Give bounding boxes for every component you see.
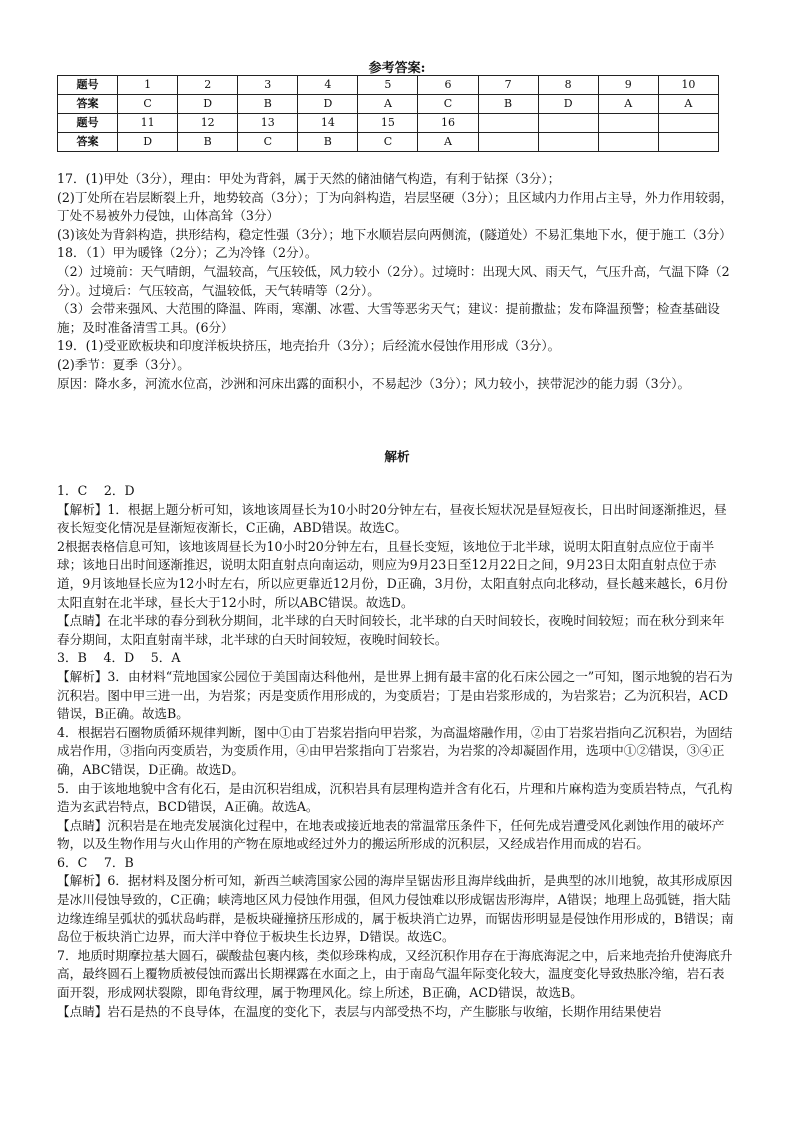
table-row: [58, 133, 719, 152]
analysis-paragraph: 【点睛】在北半球的春分到秋分期间，北半球的白天时间较长，北半球的白天时间较长，夜晚时间较短；而在秋分到来年春分期间，太阳直射南半球，北半球的白天时间较短，夜晚时间较长。: [57, 613, 725, 647]
table-cell: 8: [538, 76, 598, 95]
analysis-paragraph: 【解析】3．由材料“荒地国家公园位于美国南达科他州，是世界上拥有最丰富的化石床公园之一”可知，图示地貌的岩石为沉积岩。图中甲三进一出，为岩浆；丙是变质作用形成的，为变质岩；丁是由岩浆形成的，为岩浆岩；乙为沉积岩，ACD错误，B正确。故选B。: [57, 668, 733, 722]
answer-paragraph: 19．(1)受亚欧板块和印度洋板块挤压，地壳抬升（3分）；后经流水侵蚀作用形成（3分）。: [57, 338, 561, 354]
row-header: 题号: [58, 76, 118, 95]
analysis-section: [57, 482, 737, 1021]
table-cell: 16: [418, 114, 478, 133]
table-cell: 3: [238, 76, 298, 95]
analysis-paragraph: 【解析】1．根据上题分析可知，该地该周昼长为10小时20分钟左右，昼夜长短状况是昼短夜长，日出时间逐渐推迟，昼夜长短变化情况是昼渐短夜渐长，C正确，ABD错误。故选C。: [57, 501, 727, 536]
table-cell: C: [358, 133, 418, 152]
table-row: [58, 95, 719, 114]
answer-paragraph: (2)季节：夏季（3分）。: [57, 356, 190, 372]
table-cell: A: [358, 95, 418, 114]
analysis-paragraph: 【点睛】沉积岩是在地壳发展演化过程中，在地表或接近地表的常温常压条件下，任何先成岩遭受风化剥蚀作用的破坏产物，以及生物作用与火山作用的产物在原地或经过外力的搬运所形成的沉积层，又经成岩作用而成的岩石。: [57, 817, 725, 852]
answer-paragraph: （2）过境前：天气晴朗，气温较高，气压较低，风力较小（2分）。过境时：出现大风、雨天气，气压升高，气温下降（2分）。过境后：气压较高，气温较低，天气转晴等（2分）。: [57, 263, 730, 298]
table-cell: 4: [298, 76, 358, 95]
table-cell: [478, 114, 538, 133]
analysis-paragraph: 7．地质时期摩拉基大圆石，碳酸盐包裹内核，类似珍珠构成，又经沉积作用存在于海底海泥之中，后来地壳抬升使海底升高，最终圆石上覆物质被侵蚀而露出长期裸露在水面之上，由于南岛气温年际变化较大，温度变化导致热胀冷缩，岩石表面开裂，形成网状裂隙，即龟背纹理，属于物理风化。综上所述，B正确，ACD错误，故选B。: [57, 947, 733, 1001]
answer-paragraph: 17．(1)甲处（3分），理由：甲处为背斜，属于天然的储油储气构造，有利于钻探（3分）；: [57, 171, 561, 186]
table-row: [58, 76, 719, 95]
table-cell: 10: [658, 76, 718, 95]
row-header: 题号: [58, 114, 118, 133]
table-cell: C: [238, 133, 298, 152]
analysis-paragraph: 【解析】6．据材料及图分析可知，新西兰峡湾国家公园的海岸呈锯齿形且海岸线曲折，是典型的冰川地貌，故其形成原因是冰川侵蚀导致的，C正确；峡湾地区风力侵蚀作用强，但风力侵蚀难以形成锯齿形海岸，A错误；地理上岛弧链，指大陆边缘连绵呈弧状的弧状岛屿群，是板块碰撞挤压形成的，属于板块消亡边界，而锯齿形明显是侵蚀作用形成的，B错误；南岛位于板块消亡边界，而大洋中脊位于板块生长边界，D错误。故选C。: [57, 873, 734, 945]
table-cell: A: [598, 95, 658, 114]
table-cell: 15: [358, 114, 418, 133]
analysis-paragraph: 5．由于该地地貌中含有化石，是由沉积岩组成，沉积岩具有层理构造并含有化石，片理和片麻构造为变质岩特点，气孔构造为玄武岩特点，BCD错误，A正确。故选A。: [57, 780, 733, 815]
table-cell: 6: [418, 76, 478, 95]
answer-table: [57, 75, 719, 152]
row-header: 答案: [58, 95, 118, 114]
analysis-paragraph: 6．C 7．B: [57, 854, 134, 870]
table-cell: D: [298, 95, 358, 114]
table-cell: C: [118, 95, 178, 114]
answer-paragraph: 原因：降水多，河流水位高，沙洲和河床出露的面积小，不易起沙（3分）；风力较小，挟带泥沙的能力弱（3分）。: [57, 375, 691, 391]
analysis-paragraph: 2根据表格信息可知，该地该周昼长为10小时20分钟左右，且昼长变短，该地位于北半球，说明太阳直射点应位于南半球；该地日出时间逐渐推迟，说明太阳直射点向南运动，则应为9月23日至12月22日之间，9月23日太阳直射点位于赤道，9月该地昼长应为12小时左右，所以应更靠近12月份，D正确，3月份，太阳直射点向北移动，昼长越来越长，6月份太阳直射在北半球，昼长大于12小时，所以ABC错误。故选D。: [57, 538, 728, 610]
table-cell: 7: [478, 76, 538, 95]
analysis-paragraph: 1．C 2．D: [57, 483, 135, 498]
answers-section: [57, 170, 737, 393]
table-cell: D: [538, 95, 598, 114]
table-cell: [658, 114, 718, 133]
answer-paragraph: (2)丁处所在岩层断裂上升，地势较高（3分）；丁为向斜构造，岩层坚硬（3分）；且区域内力作用占主导，外力作用较弱，丁处不易被外力侵蚀，山体高耸（3分）: [57, 189, 734, 224]
table-cell: 9: [598, 76, 658, 95]
analysis-paragraph: 3．B 4．D 5．A: [57, 650, 181, 666]
answer-paragraph: 18．（1）甲为暖锋（2分）；乙为冷锋（2分）。: [57, 245, 318, 261]
table-cell: B: [478, 95, 538, 114]
table-cell: A: [418, 133, 478, 152]
table-cell: D: [118, 133, 178, 152]
table-cell: 13: [238, 114, 298, 133]
answer-paragraph: (3)该处为背斜构造，拱形结构，稳定性强（3分）；地下水顺岩层向两侧流，(隧道处）不易汇集地下水，便于施工（3分）: [57, 226, 732, 242]
table-cell: 5: [358, 76, 418, 95]
table-cell: 14: [298, 114, 358, 133]
table-cell: [478, 133, 538, 152]
table-cell: [658, 133, 718, 152]
table-cell: B: [178, 133, 238, 152]
table-cell: 1: [118, 76, 178, 95]
table-cell: B: [238, 95, 298, 114]
table-cell: D: [178, 95, 238, 114]
table-cell: [538, 133, 598, 152]
table-cell: A: [658, 95, 718, 114]
analysis-paragraph: 【点睛】岩石是热的不良导体，在温度的变化下，表层与内部受热不均，产生膨胀与收缩，长期作用结果使岩: [57, 1003, 662, 1019]
table-cell: [598, 133, 658, 152]
analysis-heading: 解析: [384, 449, 410, 464]
table-cell: 2: [178, 76, 238, 95]
table-cell: 11: [118, 114, 178, 133]
analysis-paragraph: 4．根据岩石圈物质循环规律判断，图中①由丁岩浆岩指向甲岩浆，为高温熔融作用，②由丁岩浆岩指向乙沉积岩，为固结成岩作用，③指向丙变质岩，为变质作用，④由甲岩浆指向丁岩浆岩，为岩浆的冷却凝固作用，选项中①②错误，③④正确，ABC错误，D正确。故选D。: [57, 724, 733, 777]
table-cell: 12: [178, 114, 238, 133]
answer-paragraph: （3）会带来强风、大范围的降温、阵雨，寒潮、冰雹、大雪等恶劣天气；建议：提前撒盐；发布降温预警；检查基础设施；及时准备清雪工具。(6分）: [57, 301, 720, 335]
table-cell: [598, 114, 658, 133]
table-cell: B: [298, 133, 358, 152]
page-title: 参考答案:: [368, 61, 426, 76]
table-cell: C: [418, 95, 478, 114]
table-row: [58, 114, 719, 133]
table-cell: [538, 114, 598, 133]
row-header: 答案: [58, 133, 118, 152]
